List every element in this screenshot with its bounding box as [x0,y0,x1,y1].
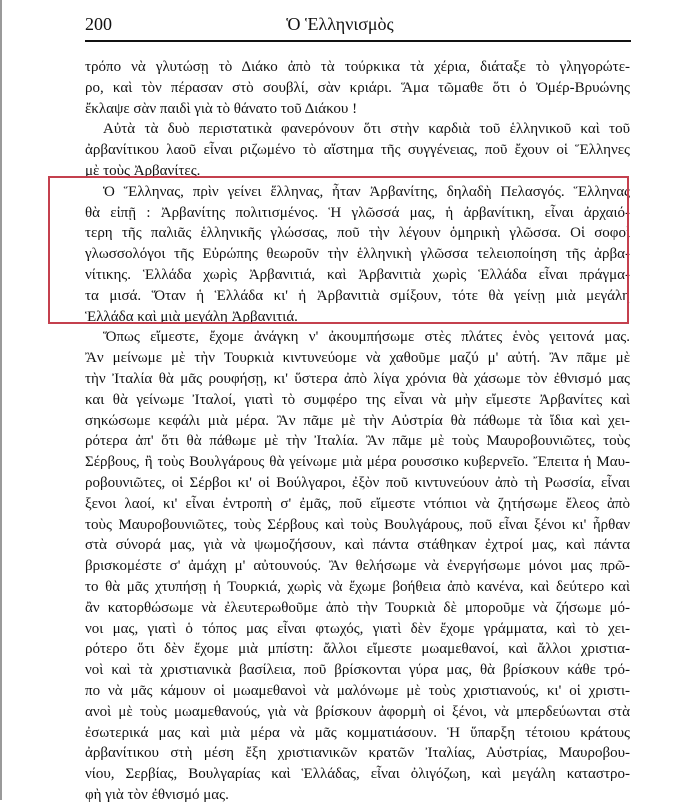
text-line: ροβουνιῶτες, οἱ Σέρβοι κι' οἱ Βούλγαροι, ἐξὸν ποῦ κιντυνεύουν ἀπὸ τὴ Ρωσσία, εἶναι [85,474,630,491]
text-line: ἐσωτερικά μας καὶ μιὰ μέρα νὰ μᾶς κομματιάσουν. Ἡ ὕπαρξη τέτοιου κράτους [85,724,630,741]
text-line: ἀρβανίτικου λαοῦ εἶναι ριζωμένο τὸ αἴστημα τῆς συγγένειας, ποῦ ἔχουν οἱ Ἕλληνες [85,142,630,159]
text-line: φὴ γιὰ τὸν ἐθνισμό μας. [85,786,229,803]
text-line: στὰ σύνορά μας, γιὰ νὰ ψωμοζήσουν, καὶ πάντα στάθηκαν ἐχτροί μας, καὶ πάντα [85,537,630,554]
text-line: νοὶ καὶ τὰ χριστιανικὰ βασίλεια, ποῦ βρίσκονται γύρα μας, θὰ βρίσκουν κάθε τρό- [85,662,630,679]
text-line: ἀρβανίτικου στὴ μέση ἔξη χριστιανικῶν κρατῶν Ἰταλίας, Αὐστρίας, Μαυροβου- [85,745,630,762]
text-line: Σέρβους, ἢ τοὺς Βουλγάρους θὰ γείνωμε μιὰ μέρα ρουσσικο κυβερνεῖο. Ἔπειτα ἡ Μαυ- [85,454,630,471]
text-line: νίου, Σερβίας, Βουλγαρίας καὶ Ἑλλάδας, εἶναι ὀλιγόζωη, καὶ μεγάλη καταστρο- [85,766,630,783]
text-line: πο νὰ μᾶς κάμουν οἱ μωαμεθανοὶ νὰ μαλόνωμε μὲ τοὺς χριστιανούς, κι' οἱ χριστι- [85,682,630,699]
text-line: γλωσσολόγοι τῆς Εὐρώπης θεωροῦν τὴν ἑλληνικὴ γλῶσσα τελειοποίηση τῆς ἀρβα- [85,246,630,263]
body-text [85,57,630,806]
text-line: βρισκομέστε σ' ἀμάχη μ' αὐτουνούς. Ἂν θελήσωμε νὰ ἐνεργήσωμε μόνοι μας πρῶ- [85,558,630,575]
text-line: το θὰ μᾶς χτυπήσῃ ἡ Τουρκιά, χωρὶς νὰ ἔχωμε βοήθεια ἀπὸ κανένα, καὶ δεύτερο καὶ [85,578,630,595]
text-line: ρότερα ἀπ' ὅτι θὰ πάθωμε μὲ τὴν Ἰταλία. Ἂν πᾶμε μὲ τοὺς Μαυροβουνιῶτες, τοὺς [85,433,630,450]
text-line: ρο, καὶ τὸν πέρασαν στὸ σουβλί, σὰν κριάρι. Ἅμα τῶμαθε ὅτι ὁ Ὀμέρ-Βρυώνης [85,79,630,96]
text-line: ξενοι λαοί, κι' εἶναι ἐντροπὴ σ' ἐμᾶς, ποῦ εἴμεστε ντόπιοι νὰ ζητήσωμε ἔλεος ἀπὸ [85,495,630,512]
text-line: τοὺς Μαυροβουνιῶτες, τοὺς Σέρβους καὶ τοὺς Βουλγάρους, ποῦ εἶναι ξένοι κι' ἦρθαν [85,516,630,533]
page-edge [0,0,2,800]
text-line: ἂν κατορθώσωμε νὰ ἐλευτερωθοῦμε ἀπὸ τὴν Τουρκιὰ δὲ μποροῦμε νὰ ζήσωμε μό- [85,599,630,616]
text-line: ρότερο ὅτι δὲν ἔχομε μιὰ μπίστη: ἄλλοι εἴμεστε μωαμεθανοί, καὶ ἄλλοι χριστια- [85,641,630,658]
text-line: μὲ τοὺς Ἀρβανίτες. [85,162,201,179]
paragraph [85,327,630,805]
text-line: τὴν Ἰταλία θὰ μᾶς ρουφήσῃ, κι' ὕστερα ἀπὸ λίγα χρόνια θὰ χάσωμε τὸν ἐθνισμό μας [85,370,630,387]
text-line: ἔκλαψε σὰν παιδὶ γιὰ τὸ θάνατο τοῦ Διάκου ! [85,100,358,117]
text-line: σηκώσωμε κεφάλι μιὰ μέρα. Ἂν πᾶμε μὲ τὴν Αὐστρία θὰ πάθωμε τὰ ἴδια καὶ χει- [85,412,630,429]
paragraph [85,57,630,119]
text-line: τρόπο νὰ γλυτώσῃ τὸ Διάκο ἀπὸ τὰ τούρκικα τὰ χέρια, διάταξε τὸ γληγορώτε- [85,59,630,75]
text-line: νίτικης. Ἑλλάδα χωρὶς Ἀρβανιτιά, καὶ Ἀρβανιτιὰ χωρὶς Ἑλλάδα εἶναι πράγμα- [85,266,630,283]
text-line: τα μισά. Ὅταν ἡ Ἑλλάδα κι' ἡ Ἀρβανιτιὰ σμίξουν, τότε θὰ γείνῃ μιὰ μεγάλη [85,287,630,304]
text-line: Αὐτὰ τὰ δυὸ περιστατικὰ φανερόνουν ὅτι στὴν καρδιὰ τοῦ ἑλληνικοῦ καὶ τοῦ [103,121,630,138]
paragraph [85,119,630,181]
paragraph [85,182,630,328]
header-rule [85,40,631,42]
text-line: Ἂν μείνωμε μὲ τὴν Τουρκιὰ κιντυνεύομε νὰ χαθοῦμε μαζύ μ' αὐτή. Ἂν πᾶμε μὲ [85,350,630,367]
text-line: Ἑλλάδα καὶ μιὰ μεγάλη Ἀρβανιτιά. [85,308,298,325]
text-line: Ὁ Ἕλληνας, πρὶν γείνει ἕλληνας, ἦταν Ἀρβανίτης, δηλαδὴ Πελασγός. Ἕλληνας [103,183,630,200]
text-line: θὰ εἰπῇ : Ἀρβανίτης πολιτισμένος. Ἡ γλῶσσά μας, ἡ ἀρβανίτικη, εἶναι ἀρχαιό- [85,204,630,221]
text-line: ανοὶ μὲ τοὺς μωαμεθανούς, γιὰ νὰ βρίσκουν ἀφορμὴ οἱ ξένοι, νὰ μπερδεύωνται στὰ [85,703,630,720]
text-line: Ὅπως εἴμεστε, ἔχομε ἀνάγκη ν' ἀκουμπήσωμε στὲς πλάτες ἑνὸς γειτονά μας. [103,329,630,346]
text-line: τερη τῆς παλιᾶς ἑλληνικῆς γλώσσας, ποῦ τὴν λέγουν ὁμηρικὴ γλῶσσα. Οἱ σοφοὶ [85,225,630,242]
page-number: 200 [85,14,112,34]
running-title: Ὁ Ἑλληνισμὸς [286,14,394,34]
text-line: και θὰ γείνωμε Ἰταλοί, γιατὶ τὸ συμφέρο της εἶναι νὰ μὴν εἴμεστε Ἀρβανίτες καὶ [85,391,630,408]
text-line: νοι μας, γιατὶ ὁ τόπος μας εἶναι φτωχός, γιατὶ δὲν ἔχομε γράμματα, καὶ τὸ χει- [85,620,630,637]
